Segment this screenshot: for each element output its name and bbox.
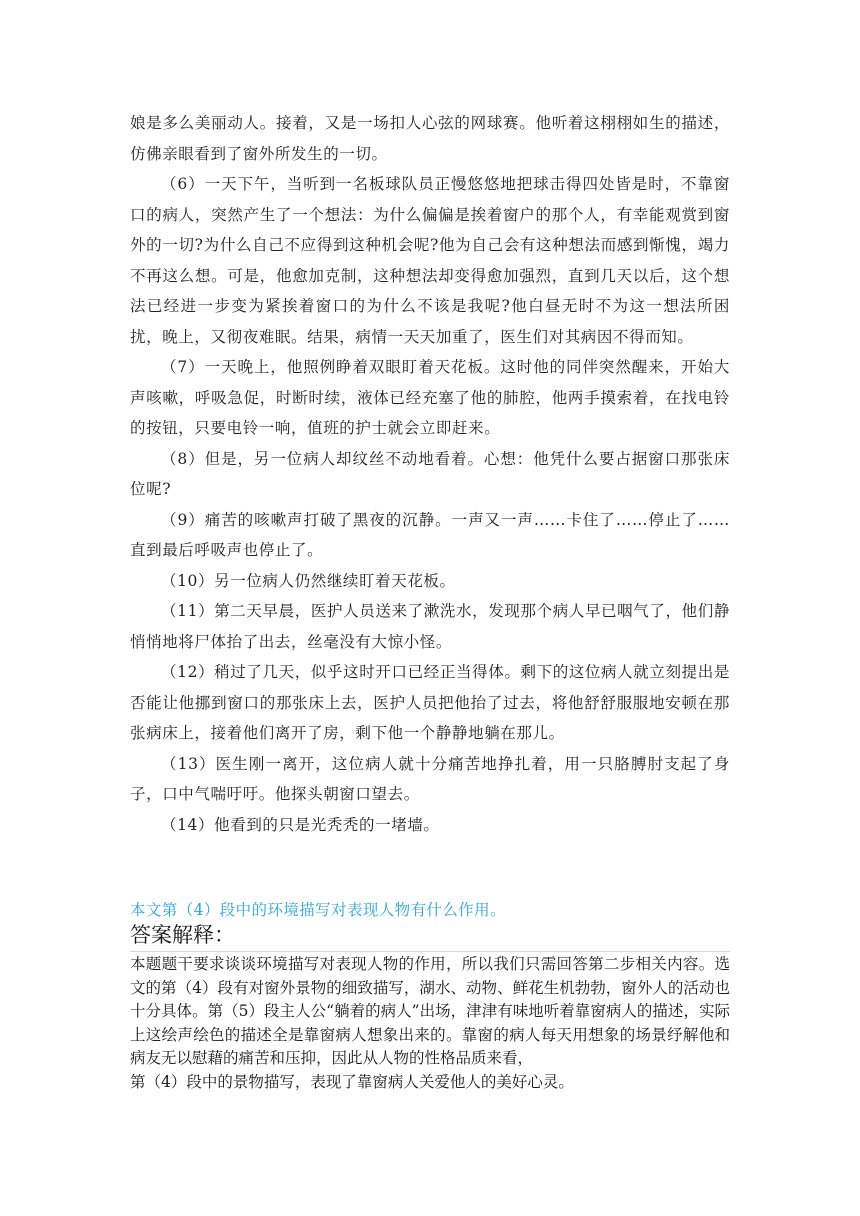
story-paragraph-10: （10）另一位病人仍然继续盯着天花板。 xyxy=(161,571,456,590)
story-paragraph-9: （9）痛苦的咳嗽声打破了黑夜的沉静。一声又一声……卡住了……停止了……直到最后呼吸声也停止了。 xyxy=(130,510,730,559)
story-paragraph-12: （12）稍过了几天，似乎这时开口已经正当得体。剩下的这位病人就立刻提出是否能让他挪到窗口的那张床上去，医护人员把他抬了过去，将他舒舒服服地安顿在那张病床上，接着他们离开了房，剩下他一个静静地躺在那儿。 xyxy=(130,663,730,742)
story-paragraph-7: （7）一天晚上，他照例睁着双眼盯着天花板。这时他的同伴突然醒来，开始大声咳嗽，呼吸急促，时断时续，液体已经充塞了他的肺腔，他两手摸索着，在找电铃的按钮，只要电铃一响，值班的护士就会立即赶来。 xyxy=(130,358,730,437)
question-text: 本文第（4）段中的环境描写对表现人物有什么作用。 xyxy=(130,901,506,919)
answer-heading: 答案解释： xyxy=(130,921,730,952)
answer-paragraph: 本题题干要求谈谈环境描写对表现人物的作用，所以我们只需回答第二步相关内容。选文的第（4）段有对窗外景物的细致描写，湖水、动物、鲜花生机勃勃，窗外人的活动也十分具体。第（5）段主人公“躺着的病人”出场，津津有味地听着靠窗病人的描述，实际上这绘声绘色的描述全是靠窗病人想象出来的。靠窗的病人每天用想象的场景纾解他和病友无以慰藉的痛苦和压抑，因此从人物的性格品质来看， xyxy=(130,955,730,1068)
story-paragraph-11: （11）第二天早晨，医护人员送来了漱洗水，发现那个病人早已咽气了，他们静悄悄地将尸体抬了出去，丝毫没有大惊小怪。 xyxy=(130,602,730,651)
story-text xyxy=(130,108,730,840)
story-paragraph-continuation: 娘是多么美丽动人。接着，又是一场扣人心弦的网球赛。他听着这栩栩如生的描述，仿佛亲眼看到了窗外所发生的一切。 xyxy=(130,114,730,163)
story-paragraph-14: （14）他看到的只是光秃秃的一堵墙。 xyxy=(161,815,440,834)
story-paragraph-13: （13）医生刚一离开，这位病人就十分痛苦地挣扎着，用一只胳膊肘支起了身子，口中气喘吁吁。他探头朝窗口望去。 xyxy=(130,754,730,803)
answer-paragraph: 第（4）段中的景物描写，表现了靠窗病人关爱他人的美好心灵。 xyxy=(130,1072,574,1091)
story-paragraph-8: （8）但是，另一位病人却纹丝不动地看着。心想：他凭什么要占据窗口那张床位呢? xyxy=(130,449,730,498)
answer-body xyxy=(130,953,730,1095)
story-paragraph-6: （6）一天下午，当听到一名板球队员正慢悠悠地把球击得四处皆是时，不靠窗口的病人，突然产生了一个想法：为什么偏偏是挨着窗户的那个人，有幸能观赏到窗外的一切?为什么自己不应得到这种机会呢?他为自己会有这种想法而感到惭愧，竭力不再这么想。可是，他愈加克制，这种想法却变得愈加强烈，直到几天以后，这个想法已经进一步变为紧挨着窗口的为什么不该是我呢?他白昼无时不为这一想法所困扰，晚上，又彻夜难眠。结果，病情一天天加重了，医生们对其病因不得而知。 xyxy=(130,175,730,346)
